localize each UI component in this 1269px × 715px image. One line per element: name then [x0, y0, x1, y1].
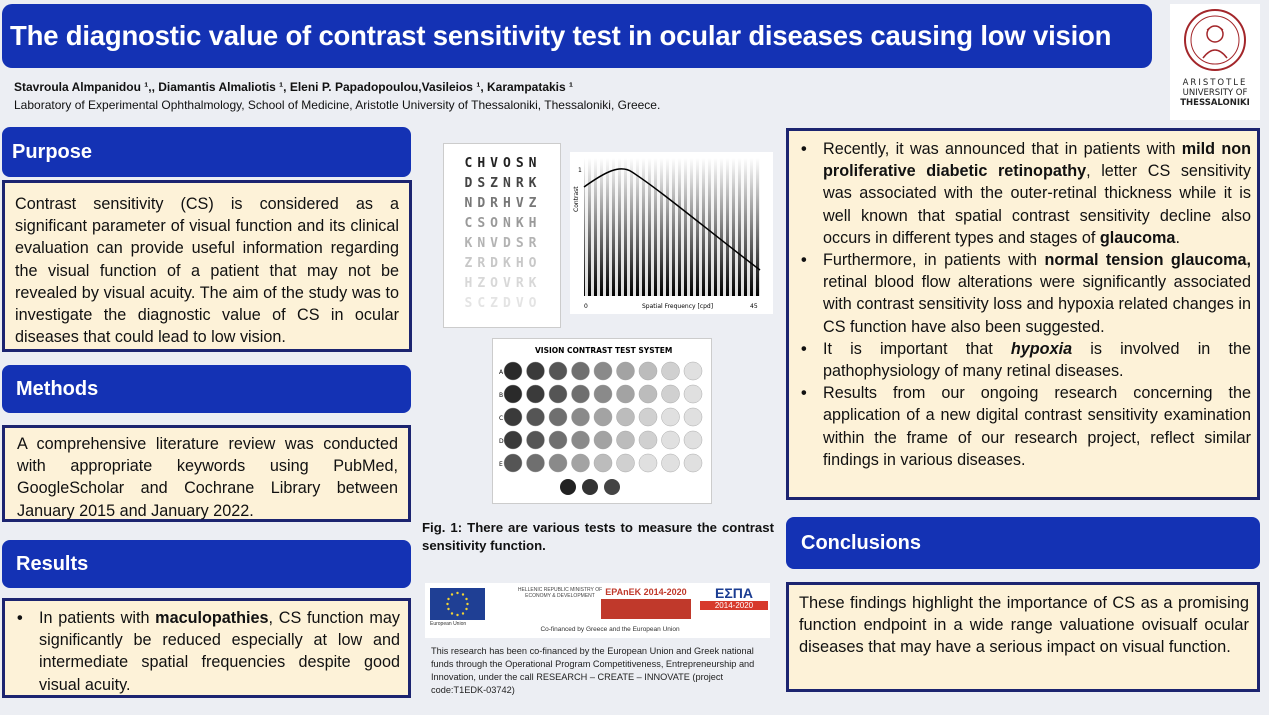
vcts-svg [493, 339, 713, 505]
vcts-row-label: C [499, 415, 504, 422]
grating-patch [549, 408, 567, 426]
results-heading: Results [2, 540, 411, 588]
figure-caption: Fig. 1: There are various tests to measure the contrast sensitivity function. [422, 520, 774, 553]
grating-patch [572, 385, 590, 403]
grating-patch [594, 385, 612, 403]
grating-patch [594, 362, 612, 380]
grating-patch [639, 385, 657, 403]
conclusions-text: These findings highlight the importance of CS as a promising function endpoint in a wide range valuatione ovisualf ocular diseases that may have a serious impact on visual function. [799, 594, 1249, 657]
grating-patch [684, 454, 702, 472]
espa-logo [700, 585, 768, 610]
methods-heading: Methods [2, 365, 411, 413]
purpose-heading: Purpose [2, 127, 411, 177]
results-item-text: In patients with [39, 609, 156, 627]
item-text: , letter CS sensitivity was associated with the outer-retinal thickness while it is well known that spatial contrast sensitivity decline also occurs in different types and stages of [823, 162, 1251, 247]
eu-flag-icon [430, 588, 485, 620]
vcts-title: VISION CONTRAST TEST SYSTEM [535, 346, 673, 355]
affiliation: Laboratory of Experimental Ophthalmology, School of Medicine, Aristotle University of Thessaloniki, Thessaloniki, Greece. [14, 98, 661, 112]
grating-patch [504, 385, 522, 403]
grating-patch [639, 362, 657, 380]
grating-patch [617, 408, 635, 426]
logo-line-1: ARISTOTLE [1182, 78, 1248, 88]
grating-patch [504, 431, 522, 449]
eu-caption: European Union [430, 621, 467, 627]
letter-chart-row: SCZDVO [464, 296, 542, 311]
purpose-box [2, 180, 412, 352]
vcts-row-label: B [499, 392, 504, 399]
conclusions-heading: Conclusions [786, 517, 1260, 569]
vcts-row-label: E [499, 461, 503, 468]
grating-patch [617, 431, 635, 449]
grating-xlabel: Spatial Frequency [cpd] [642, 303, 714, 310]
university-logo [1170, 4, 1260, 120]
grating-patch [572, 362, 590, 380]
item-text: Furthermore, in patients with [823, 251, 1045, 270]
grating-patch [572, 408, 590, 426]
letter-chart-row: DSZNRK [464, 176, 542, 191]
grating-patch [504, 362, 522, 380]
grating-patch [684, 431, 702, 449]
grating-ylabel: Contrast [573, 186, 580, 212]
results-item-text-2: , CS function may significantly be reduced especially at low and intermediate spatial frequencies despite good visual acuity. [39, 609, 400, 694]
bullet: • [801, 339, 807, 358]
grating-x0: 0 [584, 303, 588, 310]
grating-patch [549, 385, 567, 403]
grating-patch [662, 408, 680, 426]
item-text: It is important that [823, 339, 1011, 358]
item-text: . [1175, 228, 1180, 247]
methods-box [2, 425, 411, 522]
grating-patch [684, 385, 702, 403]
grating-patch [662, 454, 680, 472]
ministry-logo: HELLENIC REPUBLIC MINISTRY OF ECONOMY & DEVELOPMENT [517, 587, 603, 599]
espa-years: 2014-2020 [700, 601, 768, 610]
vision-contrast-test-chart [492, 338, 712, 504]
grating-patch [617, 385, 635, 403]
grating-patch [527, 454, 545, 472]
grating-patch [594, 408, 612, 426]
grating-patch [617, 454, 635, 472]
item-bold: glaucoma [1099, 228, 1176, 247]
sample-patch [604, 479, 620, 495]
item-bold-italic: hypoxia [1010, 339, 1073, 358]
grating-fade [584, 158, 760, 296]
title-bar [2, 4, 1152, 68]
purpose-text: Contrast sensitivity (CS) is considered as a significant parameter of visual function and its clinical evaluation can provide useful information regarding the visual function of a patient that may not be revealed by visual acuity. The aim of the study was to investigate the diagnostic value of CS in ocular diseases that could lead to low vision. [15, 195, 399, 347]
vcts-row-label: D [499, 438, 504, 445]
poster-title: The diagnostic value of contrast sensitivity test in ocular diseases causing low vision [10, 20, 1112, 51]
funding-logos [425, 583, 770, 638]
bullet: • [801, 140, 807, 158]
grating-patch [527, 431, 545, 449]
logo-line-3: THESSALONIKI [1180, 98, 1250, 108]
right-item-3 [797, 338, 1251, 382]
grating-patch [662, 385, 680, 403]
grating-x1: 45 [750, 303, 758, 310]
item-text: retinal blood flow alterations were significantly associated with contrast sensitivity loss and hypoxia related changes in CS function have also been suggested. [823, 273, 1251, 336]
grating-patch [504, 454, 522, 472]
grating-patch [684, 362, 702, 380]
authors: Stavroula Almpanidou ¹,, Diamantis Almaliotis ¹, Eleni P. Papadopoulou,Vasileios ¹, Karampatakis ¹ [14, 80, 574, 94]
grating-patch [594, 431, 612, 449]
espa-text: ΕΣΠΑ [715, 585, 753, 601]
grating-patch [549, 454, 567, 472]
grating-patch [639, 454, 657, 472]
letter-chart-row: CHVOSN [464, 156, 542, 171]
grating-patch [527, 362, 545, 380]
grating-patch [549, 362, 567, 380]
epanek-logo [601, 587, 691, 621]
bullet: • [801, 251, 807, 270]
grating-patch [639, 431, 657, 449]
results-box [2, 598, 411, 698]
right-item-4 [797, 382, 1251, 471]
results-continued-box [786, 128, 1260, 500]
right-item-1 [797, 138, 1251, 249]
grating-y1: 1 [578, 167, 582, 174]
grating-patch [684, 408, 702, 426]
letter-chart-row: HZOVRK [464, 276, 542, 291]
epanek-text: EPAnEK 2014-2020 [605, 587, 687, 597]
grating-patch [527, 385, 545, 403]
grating-patch [662, 431, 680, 449]
grating-patch [617, 362, 635, 380]
results-item-bold: maculopathies [155, 609, 269, 627]
logo-line-2: UNIVERSITY OF [1182, 88, 1248, 98]
results-item [13, 607, 400, 696]
grating-patch [527, 408, 545, 426]
grating-patch [572, 431, 590, 449]
bullet: • [17, 609, 23, 627]
letter-chart-row: NDRHVZ [464, 196, 542, 211]
letter-contrast-chart [443, 143, 561, 328]
grating-svg [570, 152, 773, 314]
cofinanced-text: Co-financed by Greece and the European Union [540, 626, 680, 633]
grating-patch [572, 454, 590, 472]
item-text: is involved in the pathophysiology of many retinal diseases. [823, 339, 1251, 381]
grating-patch [594, 454, 612, 472]
grating-patch [662, 362, 680, 380]
letter-chart-row: CSONKH [464, 216, 542, 231]
grating-patch [504, 408, 522, 426]
letter-chart-row: ZRDKHO [464, 256, 542, 271]
grating-patch [549, 431, 567, 449]
seal-icon [1183, 8, 1247, 72]
conclusions-box [786, 582, 1260, 692]
vcts-row-label: A [499, 369, 504, 376]
epanek-bar [601, 599, 691, 619]
methods-text: A comprehensive literature review was conducted with appropriate keywords using PubMed, GoogleScholar and Cochrane Library between January 2015 and January 2022. [17, 435, 398, 520]
sample-patch [560, 479, 576, 495]
letter-chart-row: KNVDSR [464, 236, 542, 251]
sample-patch [582, 479, 598, 495]
bullet: • [801, 384, 807, 403]
grating-chart [570, 152, 773, 314]
item-bold: normal tension glaucoma, [1044, 251, 1251, 270]
right-item-2 [797, 249, 1251, 338]
funding-text: This research has been co-financed by the European Union and Greek national funds through the Operational Program Competitiveness, Entrepreneurship and Innovation, under the call RESEARCH – CREATE – INNOVATE (project code:T1EDK-03742) [431, 646, 755, 695]
grating-patch [639, 408, 657, 426]
item-bold: mild non proliferative diabetic retinopathy [823, 140, 1251, 181]
item-text: Results from our ongoing research concerning the application of a new digital contrast sensitivity examination within the frame of our research project, reflect similar findings in various diseases. [823, 384, 1251, 469]
item-text: Recently, it was announced that in patients with [823, 140, 1182, 158]
